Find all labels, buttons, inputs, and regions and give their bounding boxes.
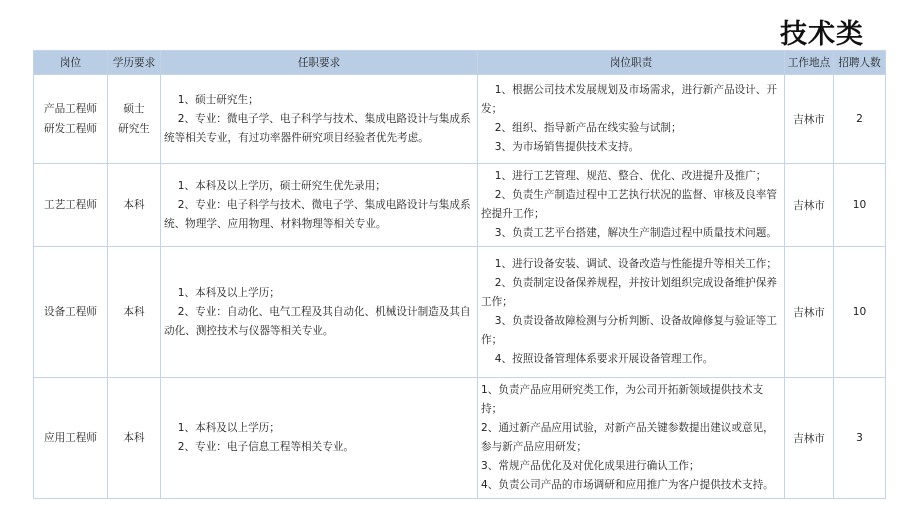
count-cell: 3 [834,378,886,499]
location-cell: 吉林市 [785,247,834,378]
location-cell: 吉林市 [785,164,834,247]
position-name: 研发工程师 [44,123,97,135]
count-cell: 10 [834,164,886,247]
duty-item: 1、根据公司技术发展规划及市场需求，进行新产品设计、开发； [481,84,777,115]
table-row [34,75,886,164]
count-cell: 2 [834,75,886,164]
duty-item: 1、负责产品应用研究类工作，为公司开拓新领域提供技术支持； [481,384,764,415]
requirement-item: 1、硕士研究生； [177,93,259,106]
requirement-item: 2、专业：电子信息工程等相关专业。 [177,441,355,453]
requirements-cell [161,75,478,164]
duties-cell [478,75,785,164]
education-text: 研究生 [118,123,150,135]
page-title: 技术类 [780,19,864,50]
requirement-item: 1、本科及以上学历； [177,422,280,434]
position-name: 应用工程师 [44,432,97,444]
table-row [34,164,886,247]
education-cell [108,378,161,499]
duty-item: 3、常规产品优化及对优化成果进行确认工作； [481,460,700,472]
duty-item: 4、负责公司产品的市场调研和应用推广为客户提供技术支持。 [481,479,774,491]
duties-cell [478,247,785,378]
duty-item: 3、负责工艺平台搭建，解决生产制造过程中质量技术问题。 [494,227,777,239]
location-cell: 吉林市 [785,378,834,499]
position-cell [34,75,108,164]
header-duties: 岗位职责 [478,51,785,75]
header-requirements: 任职要求 [161,51,478,75]
header-education: 学历要求 [108,51,161,75]
duty-item: 4、按照设备管理体系要求开展设备管理工作。 [494,353,714,365]
education-text: 本科 [123,199,145,211]
location-cell: 吉林市 [785,75,834,164]
education-text: 本科 [123,432,145,444]
count-cell: 10 [834,247,886,378]
position-name: 设备工程师 [44,306,97,318]
requirement-item: 2、专业：自动化、电气工程及其自动化、机械设计制造及其自动化、测控技术与仪器等相关专业。 [164,305,471,337]
position-cell [34,164,108,247]
education-cell [108,75,161,164]
requirement-item: 1、本科及以上学历； [177,286,280,299]
duty-item: 2、负责生产制造过程中工艺执行状况的监督、审核及良率管控提升工作； [481,189,777,220]
header-position: 岗位 [34,51,108,75]
requirement-item: 2、专业：微电子学、电子科学与技术、集成电路设计与集成系统等相关专业，有过功率器件研究项目经验者优先考虑。 [164,112,471,144]
duty-item: 3、负责设备故障检测与分析判断、设备故障修复与验证等工作； [481,315,777,346]
requirements-cell [161,378,478,499]
duty-item: 2、负责制定设备保养规程，并按计划组织完成设备维护保养工作； [481,277,777,308]
duties-cell [478,378,785,499]
job-table [33,50,886,499]
table-row [34,378,886,499]
requirement-item: 2、专业：电子科学与技术、微电子学、集成电路设计与集成系统、物理学、应用物理、材料物理等相关专业。 [164,198,471,230]
header-location: 工作地点 [785,51,834,75]
requirement-item: 1、本科及以上学历，硕士研究生优先录用； [177,179,386,192]
header-count: 招聘人数 [834,51,886,75]
education-text: 本科 [123,306,145,318]
position-cell [34,247,108,378]
duty-item: 3、为市场销售提供技术支持。 [494,141,640,153]
table-header-row [34,51,886,75]
duty-item: 1、进行设备安装、调试、设备改造与性能提升等相关工作； [494,258,777,270]
position-name: 工艺工程师 [44,199,97,211]
duty-item: 2、通过新产品应用试验，对新产品关键参数提出建议或意见，参与新产品应用研发； [481,422,774,453]
education-text: 硕士 [123,103,145,115]
position-cell [34,378,108,499]
duty-item: 1、进行工艺管理、规范、整合、优化、改进提升及推广； [494,170,767,182]
education-cell [108,164,161,247]
requirements-cell [161,164,478,247]
table-row [34,247,886,378]
duties-cell [478,164,785,247]
requirements-cell [161,247,478,378]
duty-item: 2、组织、指导新产品在线实验与试制； [494,122,682,134]
position-name: 产品工程师 [44,103,97,115]
education-cell [108,247,161,378]
